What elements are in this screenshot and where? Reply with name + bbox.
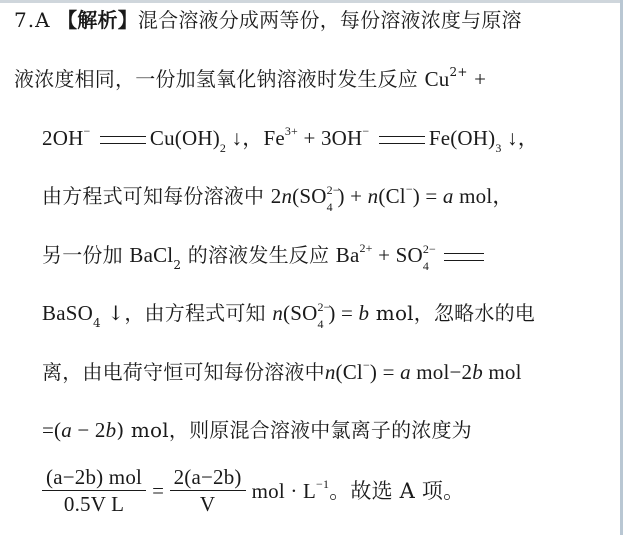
line-6: BaSO$_4$ ↓，由方程式可知 n(SO 2− 4 ) = b mol，忽略水的电 — [42, 300, 535, 331]
line-7: 离，由电荷守恒可知每份溶液中n(Cl−) = a mol−2b mol — [42, 358, 522, 384]
line-5: 另一份加 BaCl$_2$ 的溶液发生反应 $Ba^{2+}$ + SO 2− 4 — [42, 245, 488, 268]
line-8: =(a − 2b) mol，则原混合溶液中氯离子的浓度为 — [42, 418, 472, 442]
question-number: 7. — [14, 8, 36, 32]
line-1-text: 混合溶液分成两等份，每份溶液浓度与原溶 — [137, 8, 522, 32]
reaction-equals-sign — [379, 136, 425, 144]
line-9: $\frac{\text{(a−2b) mol}}{\text{0.5V L}}$ = $\frac{2(a-2b)}{V}$ mol · $L^{-1}$。故选 A 项。 — [42, 466, 464, 515]
line-1 — [14, 10, 522, 30]
top-border — [0, 0, 623, 3]
line-2: 液浓度相同，一份加氢氧化钠溶液时发生反应 $Cu^{2+}$ + — [14, 65, 487, 91]
fraction-simplified: $\frac{2(a-2b)}{V}$ — [170, 466, 246, 515]
line-3: 2OH− $Cu(OH)_2$ ↓，$Fe^{3+} + 3OH^-$ $Fe(OH)_3$ ↓， — [42, 124, 539, 156]
line-4: 由方程式可知每份溶液中 2n(SO 2− 4 ) + n(Cl−) = a mol， — [42, 182, 514, 214]
analysis-tag: 【解析】 — [57, 8, 138, 32]
question-answer: A — [35, 8, 51, 32]
fraction-concentration: $\frac{\text{(a−2b) mol}}{\text{0.5V L}}$ — [42, 466, 146, 515]
reaction-equals-sign — [444, 253, 484, 261]
reaction-equals-sign — [100, 136, 146, 144]
